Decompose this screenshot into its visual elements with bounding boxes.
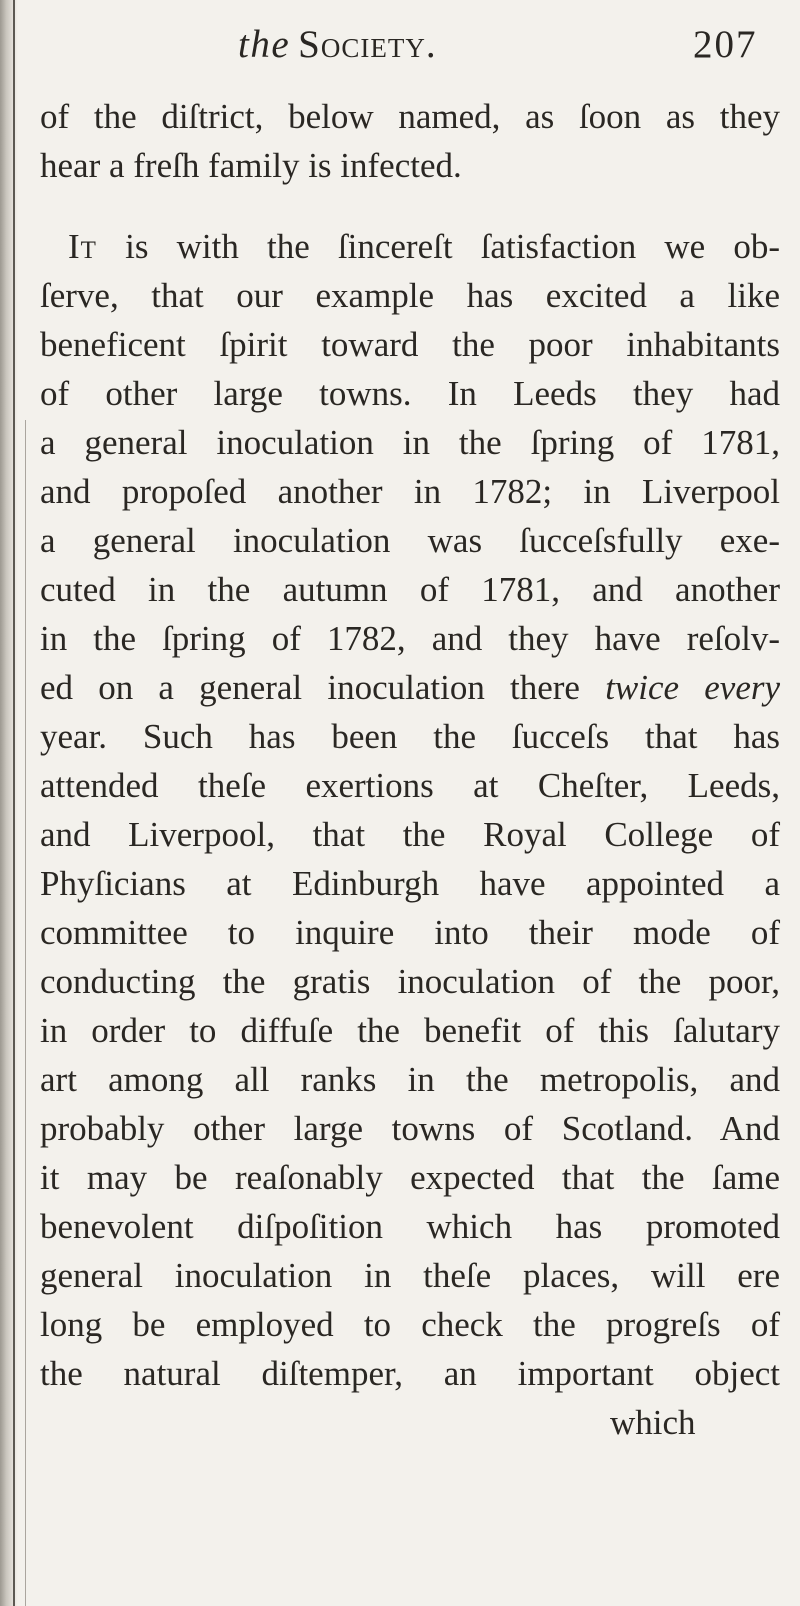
- text-line: year. Such has been the ſucceſs that has: [40, 717, 780, 756]
- text-line: and propoſed another in 1782; in Liverpool: [40, 472, 780, 511]
- running-title: [238, 22, 437, 67]
- text-line: probably other large towns of Scotland. And: [40, 1109, 780, 1148]
- text-line: in order to diffuſe the benefit of this ſalutary: [40, 1011, 780, 1050]
- text-line: of the diſtrict, below named, as ſoon as they: [40, 97, 780, 136]
- text-line-start: ed on a general inoculation there: [40, 668, 580, 707]
- text-line: conducting the gratis inoculation of the poor,: [40, 962, 780, 1001]
- text-line: a general inoculation in the ſpring of 1781,: [40, 423, 780, 462]
- text-line: of other large towns. In Leeds they had: [40, 374, 780, 413]
- body-text: [40, 92, 780, 1447]
- text-line: long be employed to check the progreſs of: [40, 1305, 780, 1344]
- text-line-with-italic: [40, 663, 780, 712]
- binding-shadow: [0, 0, 18, 1606]
- paragraph-opening-rest: is with the ſincereſt ſatisfaction we ob-: [96, 227, 780, 266]
- page-number: 207: [693, 23, 758, 66]
- catchword: which: [610, 1403, 696, 1442]
- italic-phrase: twice every: [605, 668, 781, 707]
- binding-edge: [13, 0, 15, 1606]
- page-header: [0, 12, 800, 72]
- text-line: a general inoculation was ſucceſsfully exe-: [40, 521, 780, 560]
- running-title-the: the: [238, 23, 291, 66]
- text-line: ſerve, that our example has excited a like: [40, 276, 780, 315]
- page-edge: [25, 420, 26, 1606]
- paragraph-opening-line: [40, 222, 780, 271]
- text-line: and Liverpool, that the Royal College of: [40, 815, 780, 854]
- text-line: in the ſpring of 1782, and they have reſolv-: [40, 619, 780, 658]
- text-line: art among all ranks in the metropolis, and: [40, 1060, 780, 1099]
- text-line: the natural diſtemper, an important object: [40, 1354, 780, 1393]
- text-line: committee to inquire into their mode of: [40, 913, 780, 952]
- text-line: cuted in the autumn of 1781, and another: [40, 570, 780, 609]
- text-line: attended theſe exertions at Cheſter, Leeds,: [40, 766, 780, 805]
- running-title-society: Society.: [298, 23, 437, 66]
- text-line: hear a freſh family is infected.: [40, 146, 462, 185]
- paragraph-lead-word: It: [68, 227, 97, 266]
- text-line: beneficent ſpirit toward the poor inhabitants: [40, 325, 780, 364]
- text-line: general inoculation in theſe places, will ere: [40, 1256, 780, 1295]
- text-line: it may be reaſonably expected that the ſame: [40, 1158, 780, 1197]
- text-line: benevolent diſpoſition which has promoted: [40, 1207, 780, 1246]
- text-line: Phyſicians at Edinburgh have appointed a: [40, 864, 780, 903]
